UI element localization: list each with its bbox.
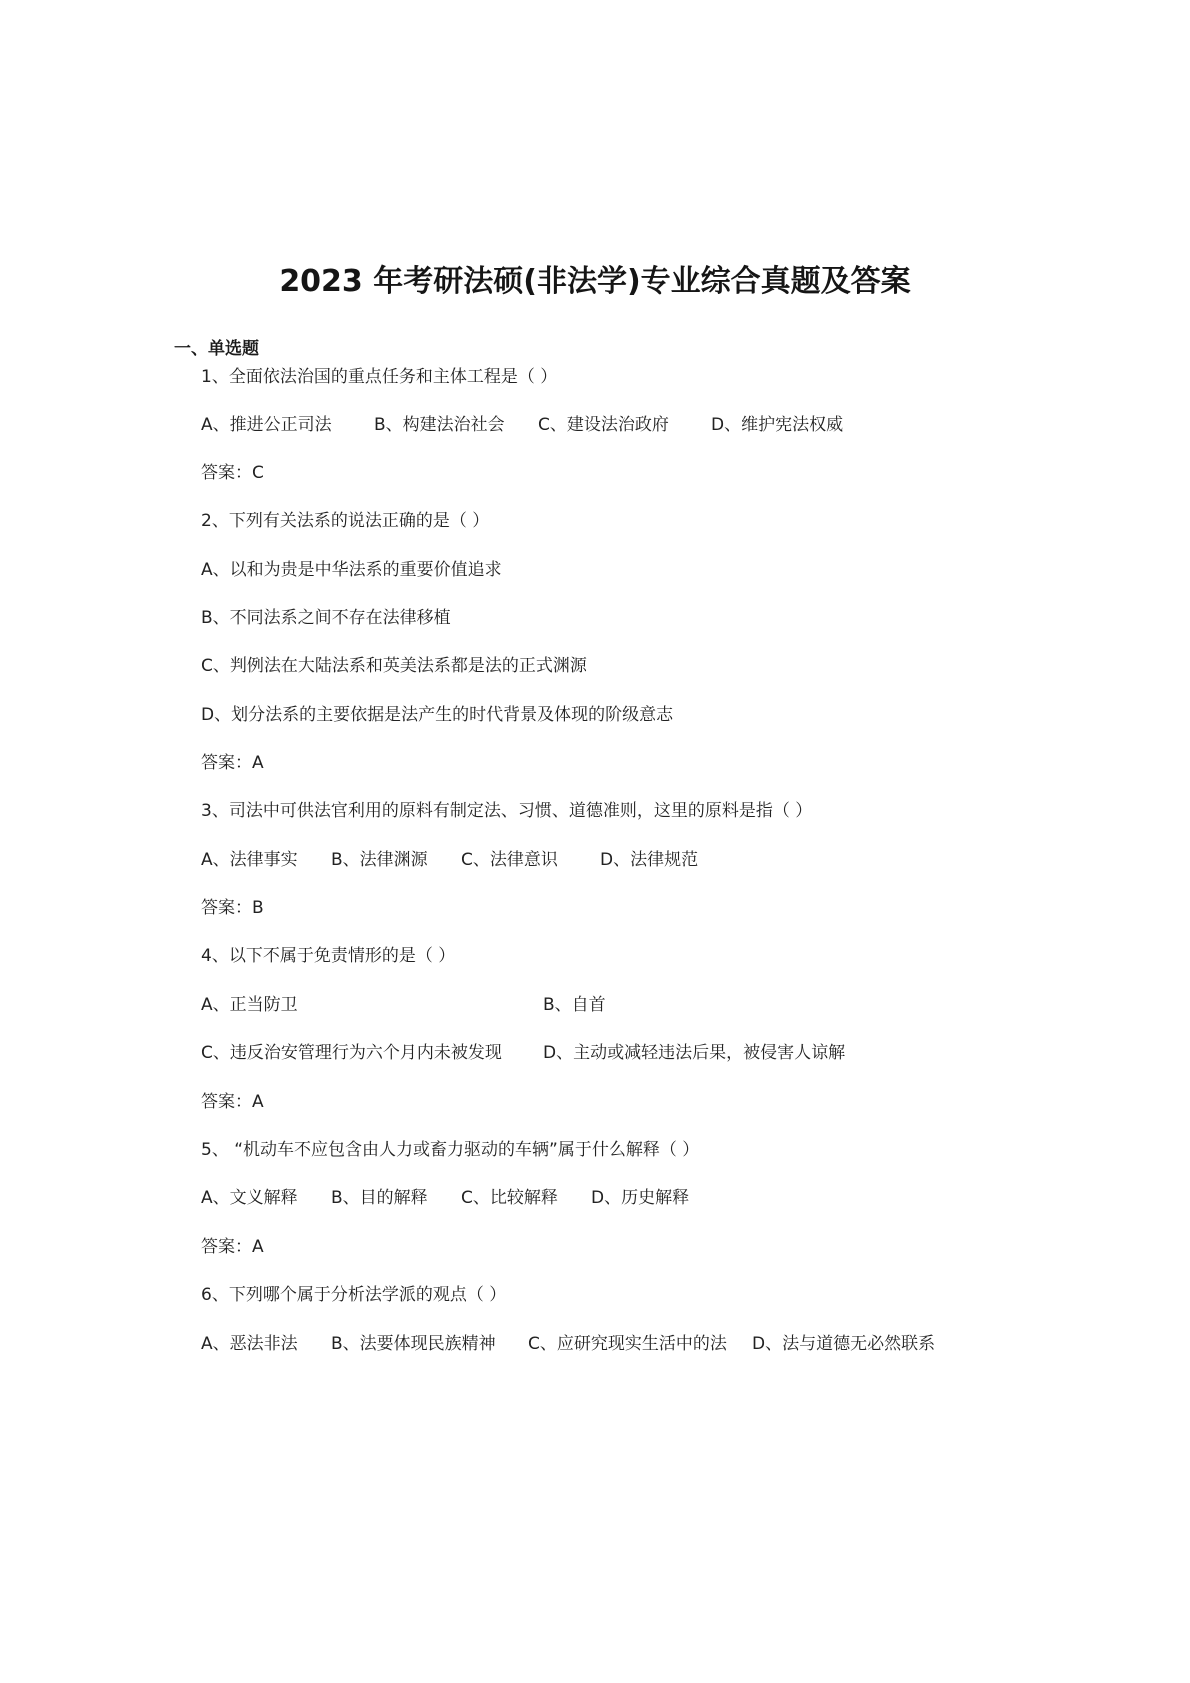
answer: 答案：B <box>201 898 264 918</box>
option-c: C、应研究现实生活中的法 <box>528 1334 727 1354</box>
option-c: C、判例法在大陆法系和英美法系都是法的正式渊源 <box>201 656 587 676</box>
answer: 答案：A <box>201 1092 264 1112</box>
page-title: 2023 年考研法硕(非法学)专业综合真题及答案 <box>279 264 911 299</box>
option-d: D、主动或减轻违法后果，被侵害人谅解 <box>543 1043 846 1063</box>
question-stem: 6、下列哪个属于分析法学派的观点（ ） <box>201 1285 507 1305</box>
option-d: D、历史解释 <box>591 1188 690 1208</box>
option-a: A、正当防卫 <box>201 995 298 1015</box>
option-d: D、法律规范 <box>600 850 699 870</box>
option-a: A、推进公正司法 <box>201 415 332 435</box>
option-c: C、法律意识 <box>461 850 558 870</box>
option-c: C、违反治安管理行为六个月内未被发现 <box>201 1043 502 1063</box>
section-heading: 一、单选题 <box>174 339 259 359</box>
option-a: A、恶法非法 <box>201 1334 298 1354</box>
answer: 答案：A <box>201 753 264 773</box>
option-a: A、法律事实 <box>201 850 298 870</box>
option-b: B、法要体现民族精神 <box>331 1334 496 1354</box>
option-c: C、比较解释 <box>461 1188 558 1208</box>
answer: 答案：A <box>201 1237 264 1257</box>
option-a: A、以和为贵是中华法系的重要价值追求 <box>201 560 502 580</box>
question-stem: 4、以下不属于免责情形的是（ ） <box>201 946 456 966</box>
question-stem: 1、全面依法治国的重点任务和主体工程是（ ） <box>201 367 558 387</box>
question-stem: 3、司法中可供法官利用的原料有制定法、习惯、道德准则，这里的原料是指（ ） <box>201 801 813 821</box>
option-d: D、法与道德无必然联系 <box>752 1334 936 1354</box>
option-d: D、划分法系的主要依据是法产生的时代背景及体现的阶级意志 <box>201 705 674 725</box>
option-b: B、自首 <box>543 995 606 1015</box>
option-b: B、目的解释 <box>331 1188 428 1208</box>
option-a: A、文义解释 <box>201 1188 298 1208</box>
option-b: B、不同法系之间不存在法律移植 <box>201 608 451 628</box>
question-stem: 5、 “机动车不应包含由人力或畜力驱动的车辆”属于什么解释（ ） <box>201 1140 700 1160</box>
option-c: C、建设法治政府 <box>538 415 669 435</box>
option-b: B、构建法治社会 <box>374 415 505 435</box>
option-b: B、法律渊源 <box>331 850 428 870</box>
option-d: D、维护宪法权威 <box>711 415 844 435</box>
question-stem: 2、下列有关法系的说法正确的是（ ） <box>201 511 490 531</box>
answer: 答案：C <box>201 463 264 483</box>
